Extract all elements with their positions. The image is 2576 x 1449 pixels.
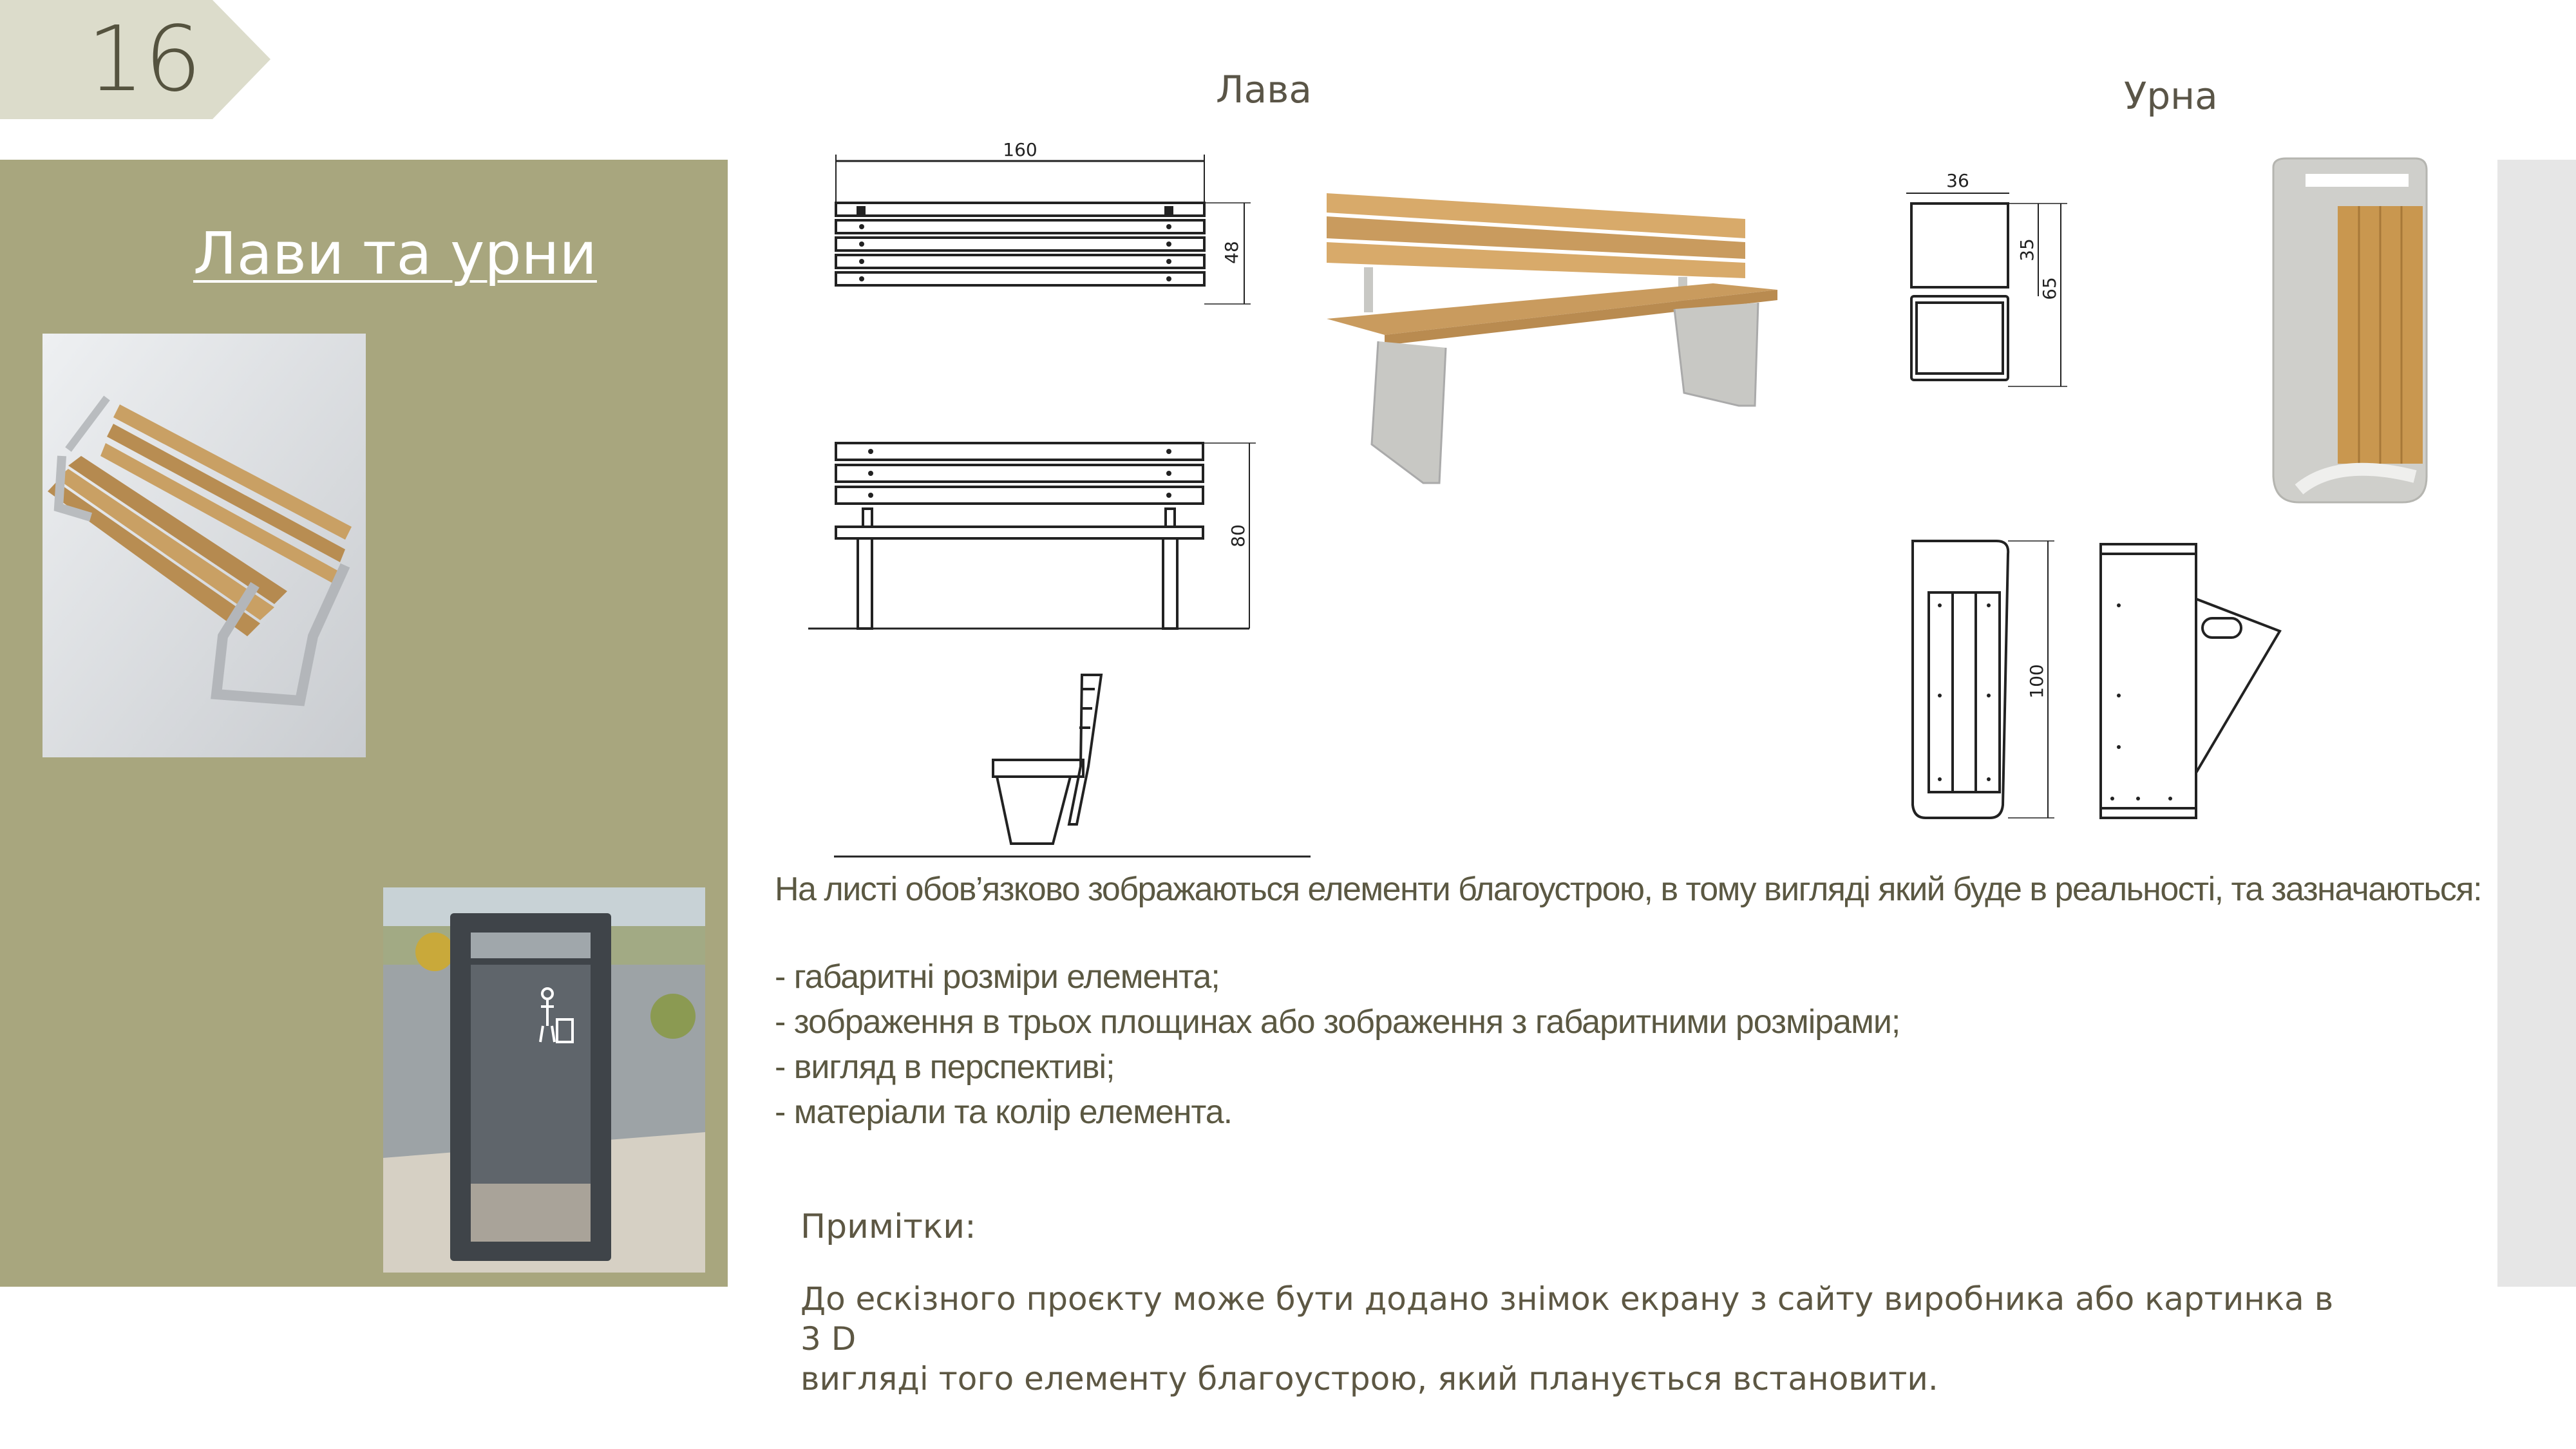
page-number: 16 <box>87 7 202 112</box>
bench-top-view-drawing <box>831 142 1269 309</box>
list-item: - зображення в трьох площинах або зображення з габаритними розмірами; <box>775 1003 1900 1041</box>
urn-3d-render <box>2260 155 2434 515</box>
urn-front-views-drawing <box>1900 535 2286 831</box>
urn-height-dimension: 100 <box>2026 664 2047 699</box>
bench-depth-dimension: 48 <box>1221 241 1242 264</box>
urn-photo <box>383 887 705 1273</box>
urn-top-view-drawing <box>1900 167 2080 399</box>
list-item: - габаритні розміри елемента; <box>775 958 1220 996</box>
notes-line: вигляді того елементу благоустрою, який планується встановити. <box>800 1360 1938 1397</box>
bench-width-dimension: 160 <box>1003 142 1037 160</box>
right-side-strip <box>2497 160 2576 1287</box>
panel-title: Лави та урни <box>193 220 597 288</box>
urn-heading: Урна <box>2124 74 2218 118</box>
urn-depth-dimension-a: 35 <box>2016 238 2038 261</box>
notes-line: До ескізного проєкту може бути додано знімок екрану з сайту виробника або картинка в 3 D <box>800 1280 2334 1358</box>
bench-side-view-drawing <box>831 670 1320 863</box>
bench-heading: Лава <box>1216 68 1312 111</box>
bench-height-dimension: 80 <box>1227 524 1249 547</box>
list-item: - вигляд в перспективі; <box>775 1048 1115 1086</box>
urn-depth-dimension-b: 65 <box>2039 277 2060 300</box>
notes-body <box>800 1279 2359 1399</box>
bench-front-view-drawing <box>805 431 1269 638</box>
intro-text: На листі обов’язково зображаються елементи благоустрою, в тому вигляді який буде в реальності, та зазначаються: <box>775 871 2482 908</box>
urn-width-dimension: 36 <box>1946 170 1969 191</box>
bench-photo <box>43 334 366 757</box>
bench-3d-render <box>1314 187 1784 502</box>
notes-title: Примітки: <box>800 1208 976 1246</box>
list-item: - матеріали та колір елемента. <box>775 1094 1233 1131</box>
requirements-list <box>775 954 2320 1135</box>
